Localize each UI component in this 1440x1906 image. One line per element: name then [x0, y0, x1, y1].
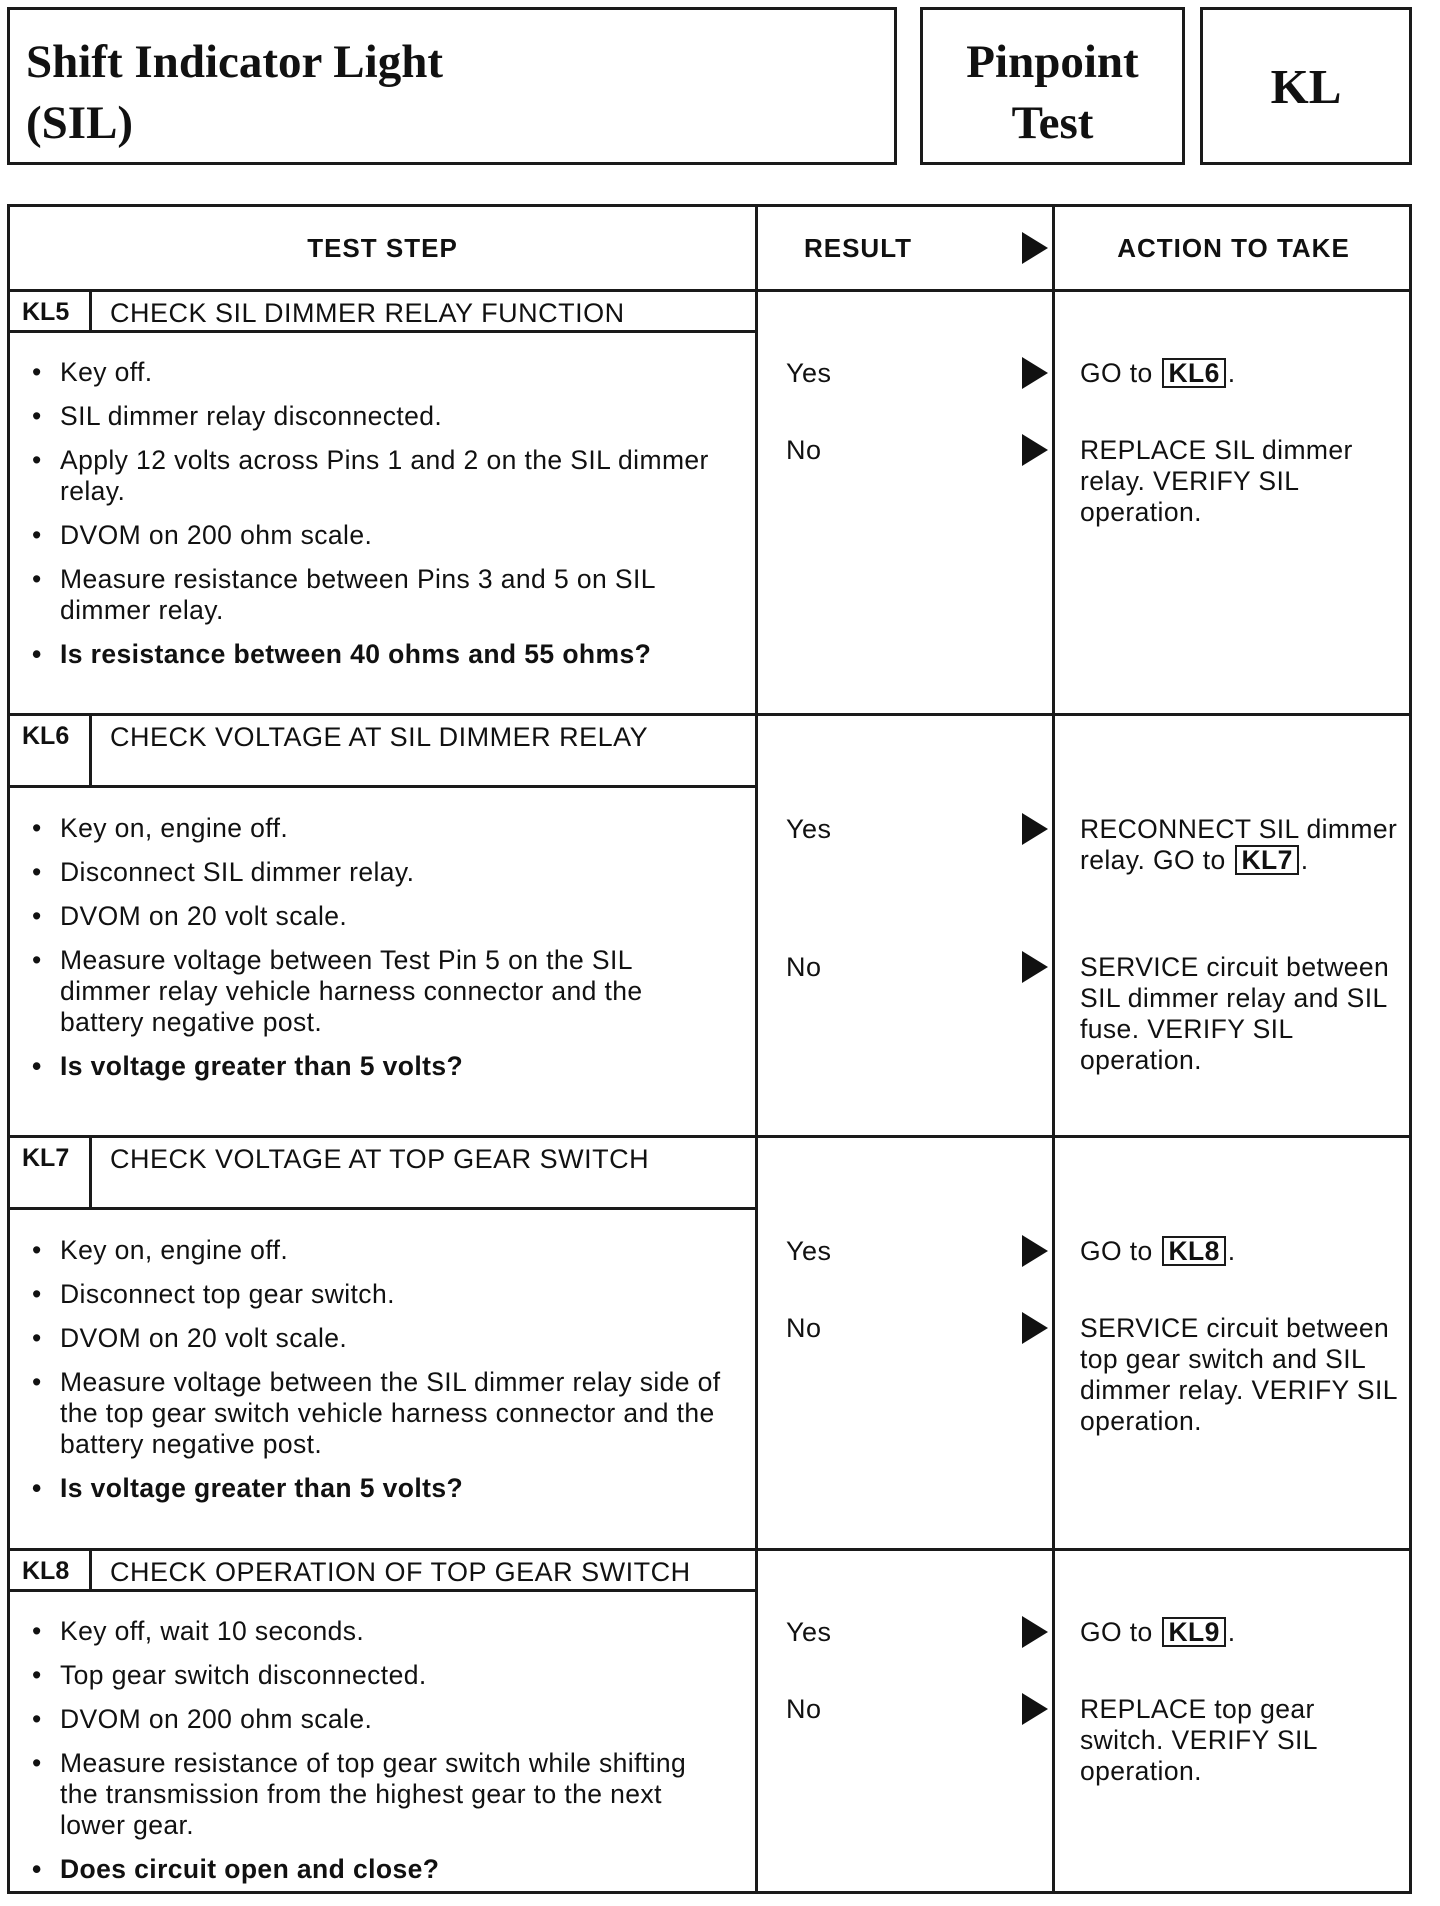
step-header-kl7 [10, 1138, 755, 1210]
step-title: CHECK VOLTAGE AT TOP GEAR SWITCH [110, 1144, 650, 1174]
result-yes: Yes [786, 1236, 832, 1266]
action-text: GO to [1080, 1617, 1153, 1647]
step-title: CHECK VOLTAGE AT SIL DIMMER RELAY [110, 722, 649, 752]
bullet-item: • Measure voltage between the SIL dimmer relay side of the top gear switch vehicle harness connector and the battery negative post. [28, 1367, 728, 1460]
bullet-item: • Measure resistance of top gear switch while shifting the transmission from the highest gear to the next lower gear. [28, 1748, 728, 1841]
arrow-icon [1022, 357, 1048, 389]
step-bullets-kl8 [28, 1616, 728, 1898]
step-bullets-kl5 [28, 357, 728, 683]
action-no: REPLACE top gear switch. VERIFY SIL operation. [1080, 1694, 1317, 1786]
action-text-end: . [1227, 358, 1236, 388]
result-no: No [786, 952, 822, 982]
action-yes [1080, 1617, 1400, 1648]
bullet-item: • Disconnect top gear switch. [28, 1279, 728, 1310]
step-title: CHECK OPERATION OF TOP GEAR SWITCH [110, 1557, 691, 1587]
action-text: GO to [1080, 358, 1153, 388]
bullet-item: • DVOM on 200 ohm scale. [28, 1704, 728, 1735]
step-id: KL8 [10, 1551, 92, 1589]
step-title: CHECK SIL DIMMER RELAY FUNCTION [110, 298, 625, 328]
arrow-icon [1022, 1616, 1048, 1648]
arrow-icon [1022, 434, 1048, 466]
result-no: No [786, 435, 822, 465]
title-box [7, 7, 897, 165]
result-yes: Yes [786, 358, 832, 388]
bullet-item: • Key on, engine off. [28, 813, 728, 844]
bullet-item: • SIL dimmer relay disconnected. [28, 401, 728, 432]
step-question: • Does circuit open and close? [28, 1854, 728, 1885]
bullet-item: • DVOM on 20 volt scale. [28, 901, 728, 932]
result-yes: Yes [786, 1617, 832, 1647]
pinpoint-box [920, 7, 1185, 165]
result-no: No [786, 1313, 822, 1343]
action-text: RECONNECT SIL dimmer relay. GO to [1080, 814, 1398, 875]
bullet-item: • Key off, wait 10 seconds. [28, 1616, 728, 1647]
result-no: No [786, 1694, 822, 1724]
action-text: GO to [1080, 1236, 1153, 1266]
step-question: • Is voltage greater than 5 volts? [28, 1473, 728, 1504]
action-text-end: . [1227, 1617, 1236, 1647]
bullet-item: • DVOM on 20 volt scale. [28, 1323, 728, 1354]
arrow-icon [1022, 1693, 1048, 1725]
step-ref-link[interactable]: KL9 [1162, 1617, 1225, 1647]
step-id: KL5 [10, 292, 92, 330]
action-no: SERVICE circuit between SIL dimmer relay and SIL fuse. VERIFY SIL operation. [1080, 952, 1390, 1075]
pinpoint-line1: Pinpoint [966, 36, 1139, 88]
arrow-icon [1022, 1312, 1048, 1344]
header-action: ACTION TO TAKE [1117, 232, 1350, 263]
bullet-item: • DVOM on 200 ohm scale. [28, 520, 728, 551]
action-text-end: . [1300, 845, 1309, 875]
step-bullets-kl7 [28, 1235, 728, 1517]
action-yes [1080, 1236, 1400, 1267]
pinpoint-line2: Test [1011, 97, 1094, 149]
step-id: KL7 [10, 1138, 92, 1207]
step-question: • Is resistance between 40 ohms and 55 ohms? [28, 639, 728, 670]
result-yes: Yes [786, 814, 832, 844]
test-code: KL [1270, 58, 1342, 114]
page-title-line2: (SIL) [26, 97, 134, 149]
arrow-icon [1022, 1235, 1048, 1267]
action-no: REPLACE SIL dimmer relay. VERIFY SIL operation. [1080, 435, 1353, 527]
step-header-kl6 [10, 716, 755, 788]
header-result: RESULT [803, 232, 913, 263]
step-ref-link[interactable]: KL8 [1162, 1236, 1225, 1266]
bullet-item: • Top gear switch disconnected. [28, 1660, 728, 1691]
header-arrow-icon [1022, 232, 1048, 264]
arrow-icon [1022, 951, 1048, 983]
bullet-item: • Key on, engine off. [28, 1235, 728, 1266]
bullet-item: • Disconnect SIL dimmer relay. [28, 857, 728, 888]
column-divider-2 [1052, 207, 1055, 1891]
step-bullets-kl6 [28, 813, 728, 1095]
test-code-box [1200, 7, 1412, 165]
header-test-step: TEST STEP [307, 232, 458, 263]
bullet-item: • Key off. [28, 357, 728, 388]
arrow-icon [1022, 813, 1048, 845]
column-divider-1 [755, 207, 758, 1891]
action-yes [1080, 358, 1400, 389]
step-question: • Is voltage greater than 5 volts? [28, 1051, 728, 1082]
bullet-item: • Measure voltage between Test Pin 5 on the SIL dimmer relay vehicle harness connector and the battery negative post. [28, 945, 728, 1038]
step-id: KL6 [10, 716, 92, 785]
action-no: SERVICE circuit between top gear switch and SIL dimmer relay. VERIFY SIL operation. [1080, 1313, 1397, 1436]
action-yes [1080, 814, 1400, 876]
step-ref-link[interactable]: KL6 [1162, 358, 1225, 388]
step-ref-link[interactable]: KL7 [1235, 845, 1298, 875]
step-header-kl5 [10, 292, 755, 333]
page-title-line1: Shift Indicator Light [26, 36, 443, 88]
action-text-end: . [1227, 1236, 1236, 1266]
bullet-item: • Measure resistance between Pins 3 and 5 on SIL dimmer relay. [28, 564, 728, 626]
step-header-kl8 [10, 1551, 755, 1592]
pinpoint-table [7, 204, 1412, 1894]
bullet-item: • Apply 12 volts across Pins 1 and 2 on the SIL dimmer relay. [28, 445, 728, 507]
